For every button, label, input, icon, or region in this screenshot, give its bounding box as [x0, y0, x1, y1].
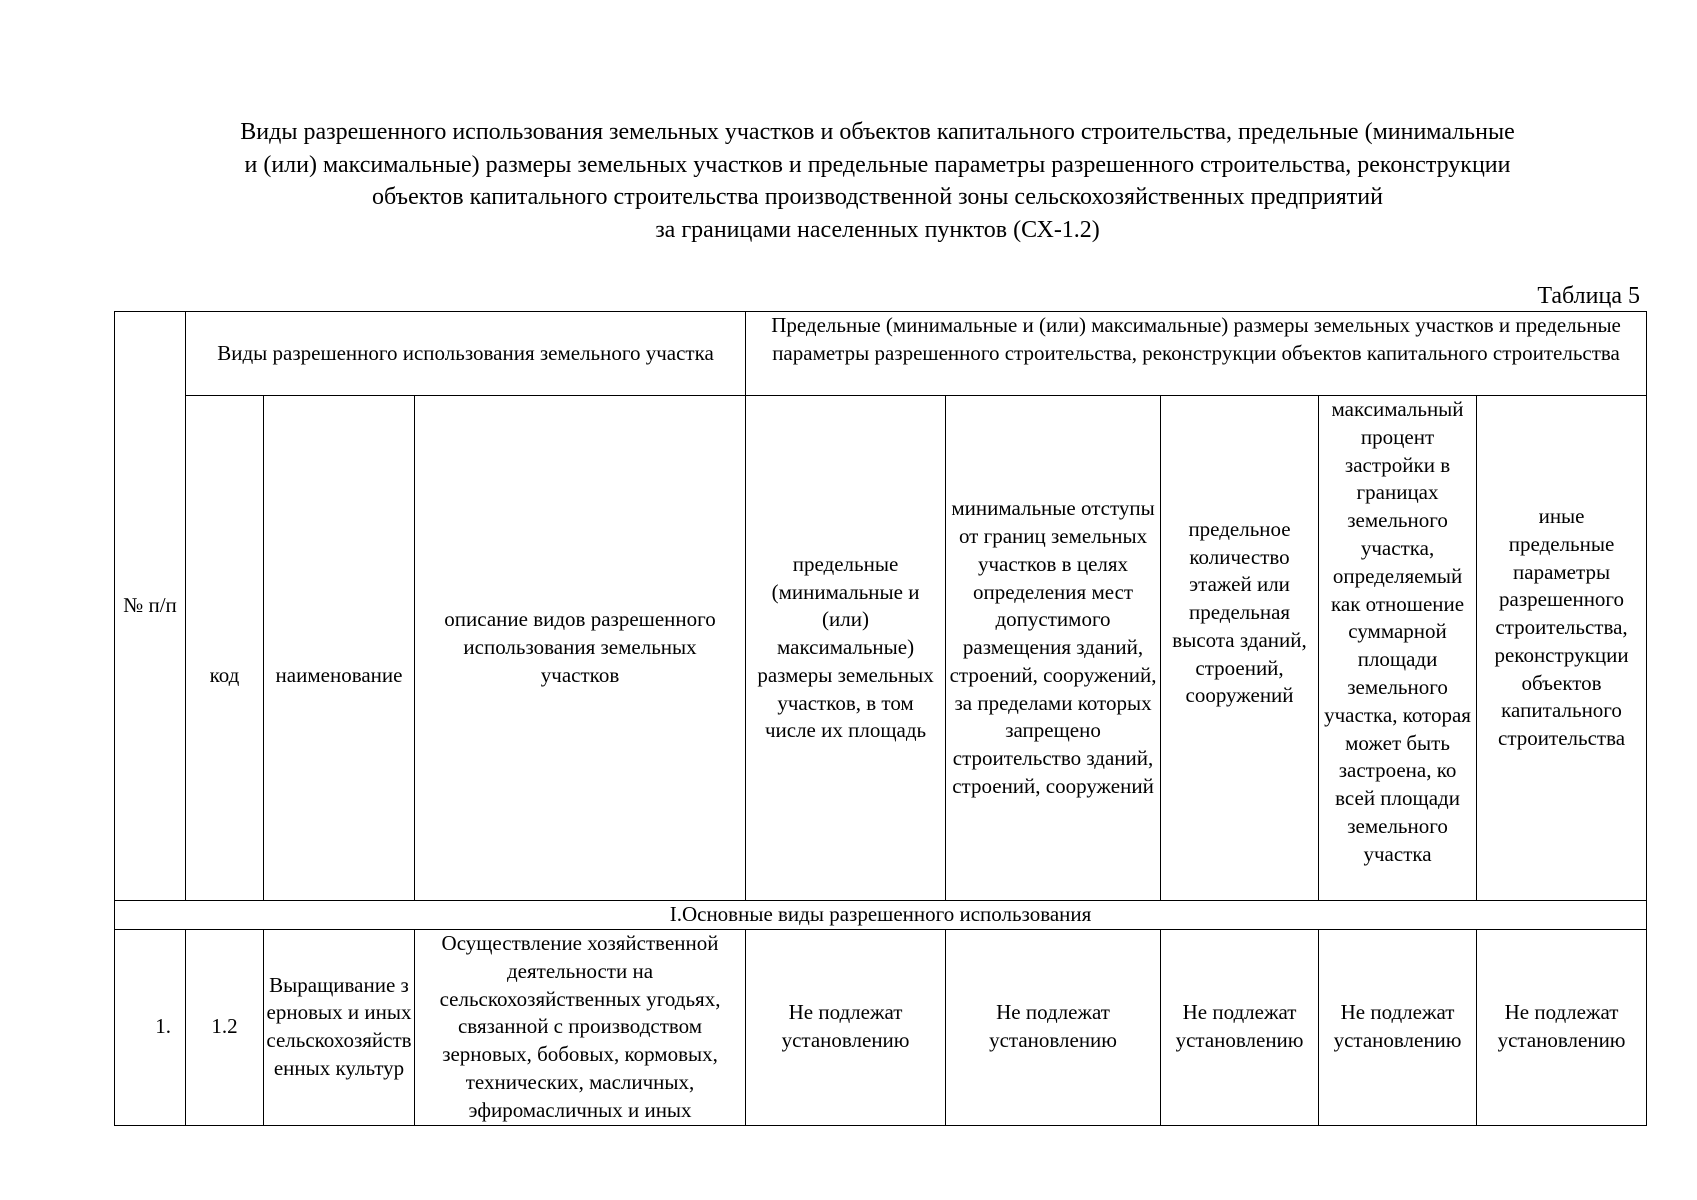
row-description: Осуществление хозяйственной деятельности на сельскохозяйственных угодьях, связанной с производством зерновых, бобовых, кормовых, технических, масличных, эфиромасличных и иных: [415, 930, 746, 1126]
title-line-3: объектов капитального строительства производственной зоны сельскохозяйственных предприятий: [372, 184, 1383, 210]
table-row: [115, 930, 1647, 1126]
header-description: описание видов разрешенного использования земельных участков: [415, 396, 746, 901]
row-setbacks: Не подлежат установлению: [946, 930, 1161, 1126]
header-other: иные предельные параметры разрешенного строительства, реконструкции объектов капитального строительства: [1477, 396, 1647, 901]
section-title: I.Основные виды разрешенного использования: [115, 901, 1647, 930]
header-code: код: [186, 396, 264, 901]
title-line-4: за границами населенных пунктов (СХ-1.2): [655, 216, 1100, 243]
header-setbacks: минимальные отступы от границ земельных участков в целях определения мест допустимого размещения зданий, строений, сооружений, за пределами которых запрещено строительство зданий, строений, сооружений: [946, 396, 1161, 901]
row-size: Не подлежат установлению: [746, 930, 946, 1126]
header-group-use: Виды разрешенного использования земельного участка: [186, 312, 746, 396]
header-num: № п/п: [115, 312, 186, 901]
title-line-1: Виды разрешенного использования земельных участков и объектов капитального строительства, предельные (минимальные: [240, 119, 1515, 145]
document-title: [100, 116, 1655, 246]
row-code: 1.2: [186, 930, 264, 1126]
row-name: Выращивание зерновых и иных сельскохозяйственных культур: [264, 930, 415, 1126]
row-other: Не подлежат установлению: [1477, 930, 1647, 1126]
row-floors: Не подлежат установлению: [1161, 930, 1319, 1126]
land-use-table: [114, 311, 1647, 1126]
row-coverage: Не подлежат установлению: [1319, 930, 1477, 1126]
header-coverage: максимальный процент застройки в границах земельного участка, определяемый как отношение суммарной площади земельного участка, которая может быть застроена, ко всей площади земельного участка: [1319, 396, 1477, 901]
table-label: Таблица 5: [1537, 283, 1640, 309]
row-num: 1.: [115, 930, 186, 1126]
title-line-2: и (или) максимальные) размеры земельных участков и предельные параметры разрешенного строительства, реконструкции: [244, 151, 1511, 178]
header-floors: предельное количество этажей или предельная высота зданий, строений, сооружений: [1161, 396, 1319, 901]
header-size: предельные (минимальные и (или) максимальные) размеры земельных участков, в том числе их площадь: [746, 396, 946, 901]
header-name: наименование: [264, 396, 415, 901]
header-row-1: [115, 312, 1647, 396]
section-row: [115, 901, 1647, 930]
header-group-params: Предельные (минимальные и (или) максимальные) размеры земельных участков и предельные параметры разрешенного строительства, реконструкции объектов капитального строительства: [746, 312, 1647, 396]
header-row-2: [115, 396, 1647, 901]
